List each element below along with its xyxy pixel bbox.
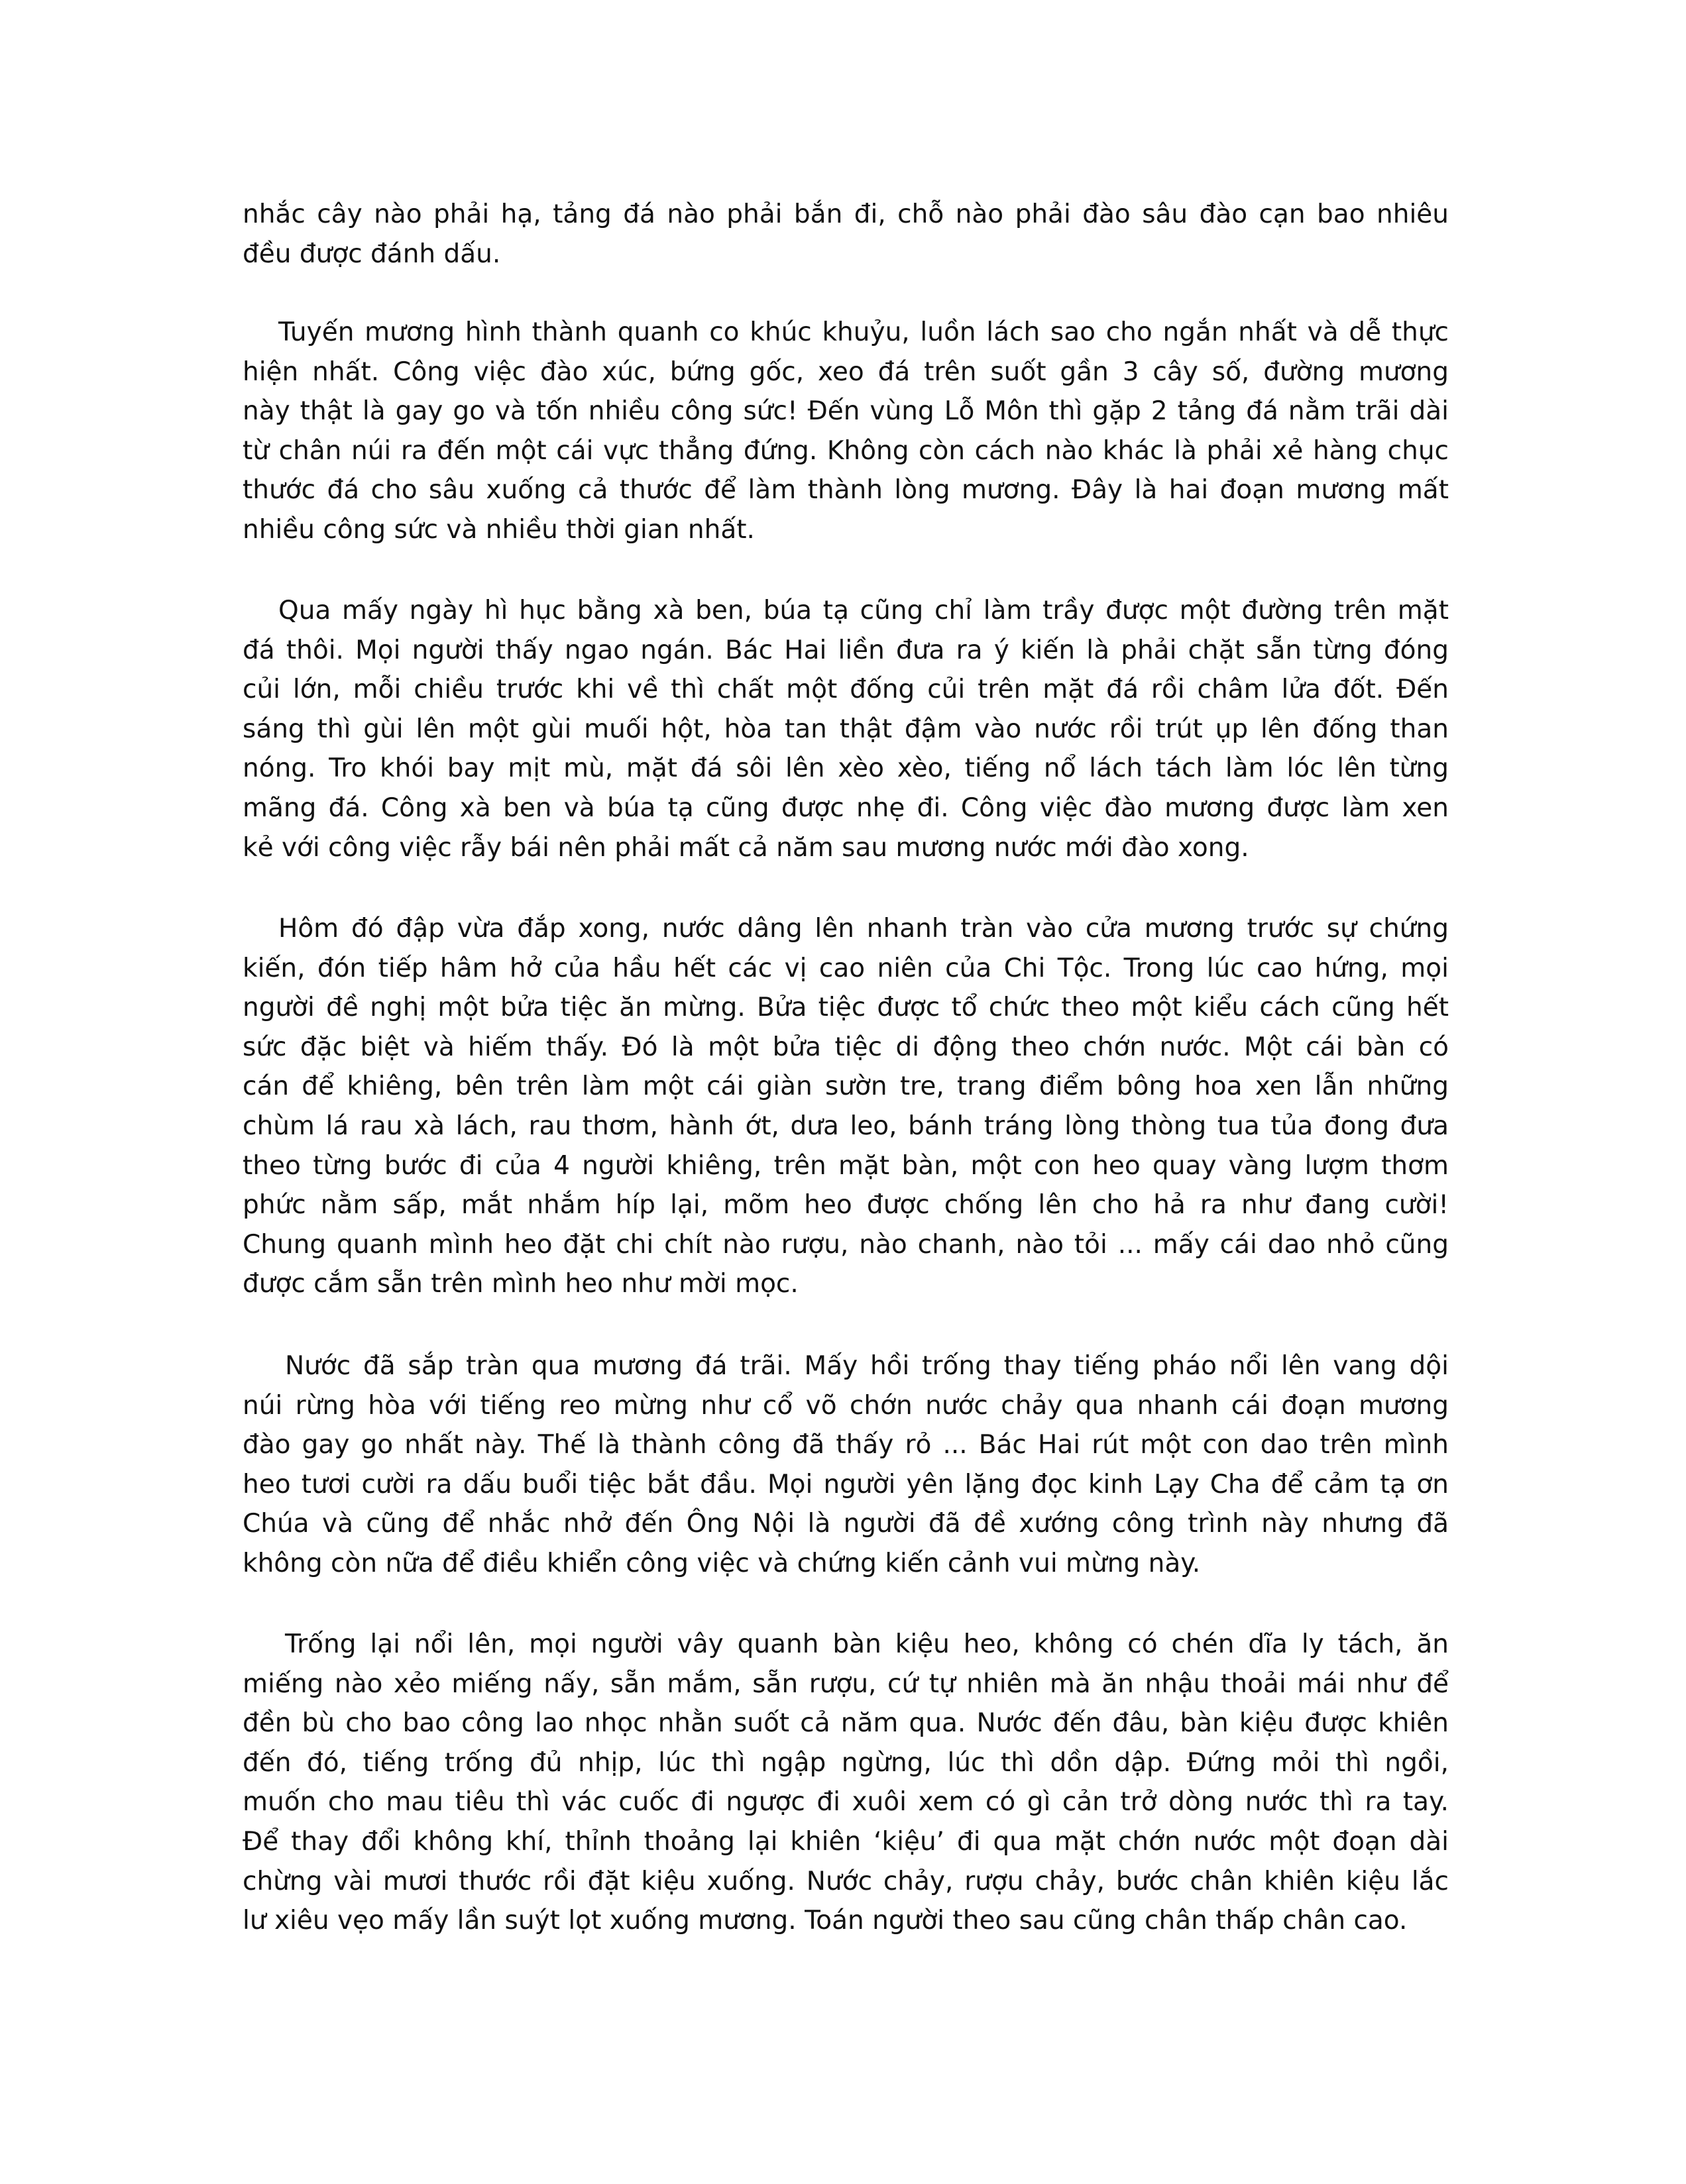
paragraph-line: đều được đánh dấu. bbox=[243, 239, 501, 269]
paragraph-line: theo từng bước đi của 4 người khiêng, trên mặt bàn, một con heo quay vàng lượm thơm bbox=[243, 1150, 1449, 1181]
paragraph-6 bbox=[243, 1625, 1449, 1941]
paragraph-line: lư xiêu vẹo mấy lần suýt lọt xuống mương. Toán người theo sau cũng chân thấp chân cao. bbox=[243, 1906, 1408, 1936]
paragraph-line: kiến, đón tiếp hâm hở của hầu hết các vị cao niên của Chi Tộc. Trong lúc cao hứng, mọi bbox=[243, 953, 1449, 983]
paragraph-line: Hôm đó đập vừa đắp xong, nước dâng lên nhanh tràn vào cửa mương trước sự chứng bbox=[278, 914, 1449, 944]
paragraph-line: không còn nữa để điều khiển công việc và chứng kiến cảnh vui mừng này. bbox=[243, 1548, 1201, 1578]
paragraph-line: củi lớn, mỗi chiều trước khi về thì chất một đống củi trên mặt đá rồi châm lửa đốt. Đến bbox=[243, 675, 1449, 705]
paragraph-line: đền bù cho bao công lao nhọc nhằn suốt cả năm qua. Nước đến đâu, bàn kiệu được khiên bbox=[243, 1708, 1449, 1739]
paragraph-line: chừng vài mươi thước rồi đặt kiệu xuống. Nước chảy, rượu chảy, bước chân khiên kiệu lắc bbox=[243, 1866, 1449, 1896]
paragraph-line: hiện nhất. Công việc đào xúc, bứng gốc, xeo đá trên suốt gần 3 cây số, đường mương bbox=[243, 356, 1449, 387]
paragraph-line: nhắc cây nào phải hạ, tảng đá nào phải bắn đi, chỗ nào phải đào sâu đào cạn bao nhiêu bbox=[243, 199, 1449, 229]
paragraph-line: kẻ với công việc rẫy bái nên phải mất cả năm sau mương nước mới đào xong. bbox=[243, 832, 1249, 863]
paragraph-4 bbox=[243, 909, 1449, 1304]
paragraph-line: muốn cho mau tiêu thì vác cuốc đi ngược đi xuôi xem có gì cản trở dòng nước thì ra tay. bbox=[243, 1787, 1449, 1818]
paragraph-line: này thật là gay go và tốn nhiều công sức! Đến vùng Lỗ Môn thì gặp 2 tảng đá nằm trãi dài bbox=[243, 396, 1449, 427]
paragraph-line: mãng đá. Công xà ben và búa tạ cũng được nhẹ đi. Công việc đào mương được làm xen bbox=[243, 792, 1449, 823]
paragraph-2 bbox=[243, 313, 1449, 550]
paragraph-1 bbox=[243, 195, 1449, 274]
paragraph-line: miếng nào xẻo miếng nấy, sẵn mắm, sẵn rượu, cứ tự nhiên mà ăn nhậu thoải mái như để bbox=[243, 1668, 1449, 1699]
paragraph-line: đến đó, tiếng trống đủ nhịp, lúc thì ngập ngừng, lúc thì dồn dập. Đứng mỏi thì ngồi, bbox=[243, 1747, 1449, 1778]
paragraph-line: từ chân núi ra đến một cái vực thẳng đứng. Không còn cách nào khác là phải xẻ hàng chục bbox=[243, 435, 1449, 466]
paragraph-line: Qua mấy ngày hì hục bằng xà ben, búa tạ cũng chỉ làm trầy được một đường trên mặt bbox=[278, 596, 1449, 626]
paragraph-line: Chúa và cũng để nhắc nhở đến Ông Nội là người đã đề xướng công trình này nhưng đã bbox=[243, 1509, 1449, 1539]
paragraph-line: Để thay đổi không khí, thỉnh thoảng lại khiên ‘kiệu’ đi qua mặt chớn nước một đoạn dài bbox=[243, 1826, 1449, 1857]
paragraph-line: Tuyến mương hình thành quanh co khúc khuỷu, luồn lách sao cho ngắn nhất và dễ thực bbox=[278, 317, 1449, 347]
paragraph-line: nóng. Tro khói bay mịt mù, mặt đá sôi lên xèo xèo, tiếng nổ lách tách làm lóc lên từng bbox=[243, 753, 1449, 784]
paragraph-line: sức đặc biệt và hiếm thấy. Đó là một bửa tiệc di động theo chớn nước. Một cái bàn có bbox=[243, 1032, 1449, 1062]
paragraph-line: đá thôi. Mọi người thấy ngao ngán. Bác Hai liền đưa ra ý kiến là phải chặt sẵn từng đóng bbox=[243, 635, 1449, 665]
paragraph-line: phức nằm sấp, mắt nhắm híp lại, mõm heo được chống lên cho hả ra như đang cười! bbox=[243, 1190, 1449, 1221]
paragraph-line: nhiều công sức và nhiều thời gian nhất. bbox=[243, 514, 755, 545]
paragraph-line: Chung quanh mình heo đặt chi chít nào rượu, nào chanh, nào tỏi ... mấy cái dao nhỏ cũng bbox=[243, 1229, 1449, 1260]
paragraph-line: Nước đã sắp tràn qua mương đá trãi. Mấy hồi trống thay tiếng pháo nổi lên vang dội bbox=[285, 1351, 1449, 1381]
paragraph-line: được cắm sẵn trên mình heo như mời mọc. bbox=[243, 1269, 799, 1299]
paragraph-line: cán để khiêng, bên trên làm một cái giàn sườn tre, trang điểm bông hoa xen lẫn những bbox=[243, 1071, 1449, 1102]
paragraph-line: sáng thì gùi lên một gùi muối hột, hòa tan thật đậm vào nước rồi trút ụp lên đống than bbox=[243, 714, 1449, 744]
paragraph-line: heo tươi cười ra dấu buổi tiệc bắt đầu. Mọi người yên lặng đọc kinh Lạy Cha để cảm tạ ơn bbox=[243, 1469, 1449, 1500]
paragraph-line: đào gay go nhất này. Thế là thành công đã thấy rỏ ... Bác Hai rút một con dao trên mình bbox=[243, 1430, 1449, 1460]
paragraph-line: Trống lại nổi lên, mọi người vây quanh bàn kiệu heo, không có chén dĩa ly tách, ăn bbox=[285, 1629, 1449, 1659]
paragraph-3 bbox=[243, 591, 1449, 867]
paragraph-line: núi rừng hòa với tiếng reo mừng như cổ võ chớn nước chảy qua nhanh cái đoạn mương bbox=[243, 1390, 1449, 1421]
paragraph-line: người đề nghị một bửa tiệc ăn mừng. Bửa tiệc được tổ chức theo một kiểu cách cũng hết bbox=[243, 993, 1449, 1023]
paragraph-5 bbox=[243, 1346, 1449, 1584]
paragraph-line: thước đá cho sâu xuống cả thước để làm thành lòng mương. Đây là hai đoạn mương mất bbox=[243, 475, 1449, 506]
paragraph-line: chùm lá rau xà lách, rau thơm, hành ớt, dưa leo, bánh tráng lòng thòng tua tủa đong đưa bbox=[243, 1111, 1449, 1141]
